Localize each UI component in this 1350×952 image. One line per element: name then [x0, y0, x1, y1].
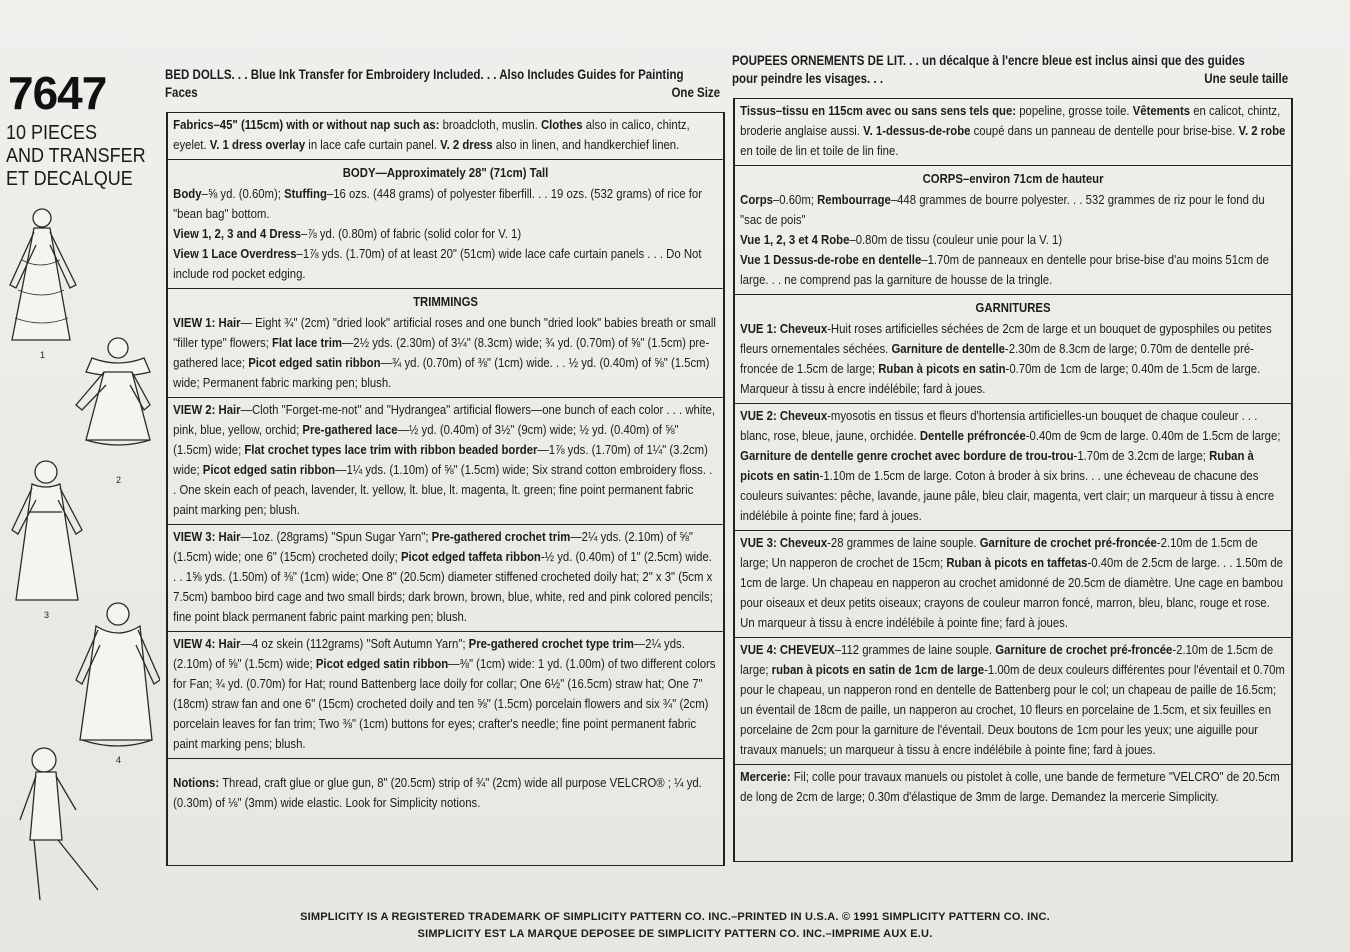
en-fabrics: Fabrics–45" (115cm) with or without nap such as: broadcloth, muslin. Clothes also in calico, chintz, eyelet. V. 1 dress overlay in lace cafe curtain panel. V. 2 dress also in linen, and handkerchief linen. — [173, 117, 690, 152]
en-body: BODY—Approximately 28" (71cm) Tall Body–⅝ yd. (0.60m); Stuffing–16 ozs. (448 grams) of polyester fiberfill. . . 19 ozs. (532 grams) of rice for "bean bag" bottom. View 1, 2, 3 and 4 Dress–⅞ yd. (0.80m) of fabric (solid color for V. 1) View 1 Lace Overdress–1⅞ yds. (1.70m) of at least 20" (51cm) wide lace cafe curtain panels . . . Do Not include rod pocket edging. — [168, 159, 723, 288]
fr-trimmings-heading: GARNITURES — [975, 300, 1051, 315]
view-4-sketch — [76, 603, 160, 746]
en-notions: Notions: Thread, craft glue or glue gun, 8" (20.5cm) strip of ¾" (2cm) wide all purpose VELCRO® ; ¼ yd. (0.30m) of ⅛" (3mm) wide elastic. Look for Simplicity notions. — [168, 758, 723, 817]
pieces-line-1: 10 PIECES — [6, 122, 98, 144]
english-size: One Size — [671, 85, 721, 100]
pieces-line-3: ET DECALQUE — [6, 168, 133, 190]
view-1-sketch — [10, 209, 76, 340]
fr-body-heading: CORPS–environ 71cm de hauteur — [922, 171, 1104, 186]
french-box — [733, 98, 1293, 862]
fr-fabrics: Tissus–tissu en 115cm avec ou sans sens tels que: popeline, grosse toile. Vêtements en calicot, chintz, broderie anglaise aussi. V. 1-dessus-de-robe coupé dans un panneau de dentelle pour brise-bise. V. 2 robe en toile de lin et toile de lin fine. — [740, 103, 1286, 158]
footer-line-1: SIMPLICITY IS A REGISTERED TRADEMARK OF SIMPLICITY PATTERN CO. INC.–PRINTED IN U.S.A. © 1991 SIMPLICITY PATTERN CO. INC. — [300, 911, 1050, 923]
english-box — [166, 112, 725, 866]
view-2-sketch — [76, 338, 150, 445]
en-view-3: VIEW 3: Hair—1oz. (28grams) "Spun Sugar Yarn"; Pre-gathered crochet trim—2¼ yds. (2.10m) of ⅝" (1.5cm) wide; one 6" (15cm) crocheted doily; Picot edged taffeta ribbon-½ yd. (0.40m) of 1" (2.5cm) wide. . . 1⅝ yds. (1.50m) of ⅜" (1cm) wide; One 8" (20.5cm) diameter stiffened crocheted doily hat; 2" x 3" (5cm x 7.5cm) bamboo bird cage and two small birds; dark brown, brown, blue, white, red and pink colored pencils; fine point black permanent fabric paint marking pen; blush. — [168, 524, 723, 631]
en-view-1: TRIMMINGS VIEW 1: Hair— Eight ¾" (2cm) "dried look" artificial roses and one bunch "dried look" babies breath or small "filler type" flowers; Flat lace trim—2½ yds. (2.30m) of 3¼" (8.3cm) wide; ¾ yd. (0.70m) of ⅝" (1.5cm) pre-gathered lace; Picot edged satin ribbon—¾ yd. (0.70m) of ⅜" (1cm) wide. . . ½ yd. (0.40m) of ⅝" (1.5cm) wide; Permanent fabric marking pen; blush. — [168, 288, 723, 397]
fr-body: CORPS–environ 71cm de hauteur Corps–0.60m; Rembourrage–448 grammes de bourre polyester. . . 532 grammes de riz pour le fond du "sac de pois" Vue 1, 2, 3 et 4 Robe–0.80m de tissu (couleur unie pour la V. 1) Vue 1 Dessus-de-robe en dentelle–1.70m de panneaux en dentelle pour brise-bise d'au moins 51cm de large. . . ne comprend pas la garniture de housse de la tringle. — [735, 165, 1291, 294]
fr-vue-1: GARNITURES VUE 1: Cheveux-Huit roses artificielles séchées de 2cm de large et un bouquet de gyposphiles ou petites fleurs ornementales séchées. Garniture de dentelle-2.30m de 8.3cm de large; 0.70m de dentelle pré-froncée de 1.5cm de large; Ruban à picots en satin-0.70m de 1cm de large; 0.40m de 1.5cm de large. Marqueur à tissu à encre indélébile; fard à joues. — [735, 294, 1291, 403]
french-panel — [732, 52, 1288, 88]
fr-vue-2: VUE 2: Cheveux-myosotis en tissus et fleurs d'hortensia artificielles-un bouquet de chaque couleur . . . blanc, rose, bleue, jaune, orchidée. Dentelle préfroncée-0.40m de 9cm de large. 0.40m de 1.5cm de large; Garniture de dentelle genre crochet avec bordure de trou-trou-1.70m de 3.2cm de large; Ruban à picots en satin-1.10m de 1.5cm de large. Coton à broder à six brins. . . une écheveau de chacune des couleurs suivantes: pêche, lavande, jaune pâle, bleu clair, magenta, vert clair; un marqueur à tissu à encre indélébile à pointe fine; fard à joues. — [735, 403, 1291, 530]
english-panel — [165, 66, 720, 102]
fr-vue-3: VUE 3: Cheveux-28 grammes de laine souple. Garniture de crochet pré-froncée-2.10m de 1.5cm de large; Un napperon de crochet de 15cm; Ruban à picots en taffetas-0.40m de 2.5cm de large. . . 1.50m de 1cm de large. Un chapeau en napperon au crochet amidonné de 20.5cm de diamètre. Une cage en bambou pour oiseaux et deux petits oiseaux; crayons de couleur marron foncé, marron, bleu, blanc, rouge et rose. Un marqueur à tissu à encre indélébile à pointe fine; fard à joues. — [735, 530, 1291, 637]
view-3-number: 3 — [44, 610, 50, 620]
en-view-2: VIEW 2: Hair—Cloth "Forget-me-not" and "Hydrangea" artificial flowers—one bunch of each color . . . white, pink, blue, yellow, orchid; Pre-gathered lace—½ yd. (0.40m) of 3½" (9cm) wide; ½ yd. (0.40m) of ⅝" (1.5cm) wide; Flat crochet types lace trim with ribbon beaded border—1⅞ yds. (1.70m) of 1¼" (3.2cm) wide; Picot edged satin ribbon—1¼ yds. (1.10m) of ⅝" (1.5cm) wide; Six strand cotton embroidery floss. . . One skein each of peach, lavender, lt. yellow, lt. blue, lt. magenta, lt. green; fine point permanent fabric paint marking pen; blush. — [168, 397, 723, 524]
en-trimmings-heading: TRIMMINGS — [413, 294, 478, 309]
english-title-cont: Faces — [165, 85, 198, 100]
view-2-number: 2 — [116, 475, 122, 485]
view-4-number: 4 — [116, 755, 122, 765]
en-view-4: VIEW 4: Hair—4 oz skein (112grams) "Soft Autumn Yarn"; Pre-gathered crochet type trim—2¼ yds. (2.10m) of ⅝" (1.5cm) wide; Picot edged satin ribbon—⅜" (1cm) wide: 1 yd. (1.00m) of two different colors for Fan; ¾ yd. (0.70m) for Hat; round Battenberg lace doily for collar; One 6½" (16.5cm) straw hat; One 7" (18cm) straw fan and one 6" (15cm) crocheted doily and ten ⅝" (1.5cm) porcelain flowers and six ¾" (2cm) porcelain leaves for fan trim; Two ⅜" (1cm) buttons for eyes; crafter's needle; fine point permanent fabric paint marking pens; blush. — [168, 631, 723, 758]
footer-line-2: SIMPLICITY EST LA MARQUE DEPOSEE DE SIMPLICITY PATTERN CO. INC.–IMPRIME AUX E.U. — [417, 928, 933, 940]
pieces-line-2: AND TRANSFER — [6, 145, 146, 167]
en-body-heading: BODY—Approximately 28" (71cm) Tall — [342, 165, 549, 180]
doll-sketches — [0, 200, 160, 930]
fr-notions: Mercerie: Fil; colle pour travaux manuels ou pistolet à colle, une bande de fermeture "VELCRO" de 20.5cm de long de 2cm de large; 0.30m d'élastique de 3mm de large. Demandez la mercerie Simplicity. — [735, 764, 1291, 811]
body-sketch — [20, 748, 98, 900]
pieces-count — [6, 122, 146, 191]
french-title: POUPEES ORNEMENTS DE LIT. . . un décalque à l'encre bleue est inclus ainsi que des guides — [732, 53, 1245, 68]
french-title-cont: pour peindre les visages. . . — [732, 71, 884, 86]
pattern-number: 7647 — [8, 67, 107, 119]
french-size: Une seule taille — [1204, 71, 1289, 86]
english-title: BED DOLLS. . . Blue Ink Transfer for Embroidery Included. . . Also Includes Guides for Painting — [165, 67, 684, 82]
fr-vue-4: VUE 4: CHEVEUX–112 grammes de laine souple. Garniture de crochet pré-froncée-2.10m de 1.5cm de large; ruban à picots en satin de 1cm de large-1.00m de deux couleurs différentes pour l'éventail et 0.70m pour le chapeau, un napperon rond en dentelle de Battenberg pour le col; un chapeau de paille de 16.5cm; un éventail de 18cm de paille, un napperon au crochet, 10 fleurs en porcelaine de 1.5cm, et six feuilles en porcelaine de 2cm pour la garniture de l'éventail. Deux boutons de 1cm pour les yeux; une aiguille pour travaux manuels; un marqueur à tissu à encre indélébile à pointe fine; fard à joues. — [735, 637, 1291, 764]
view-3-sketch — [12, 461, 82, 600]
view-1-number: 1 — [40, 350, 46, 360]
